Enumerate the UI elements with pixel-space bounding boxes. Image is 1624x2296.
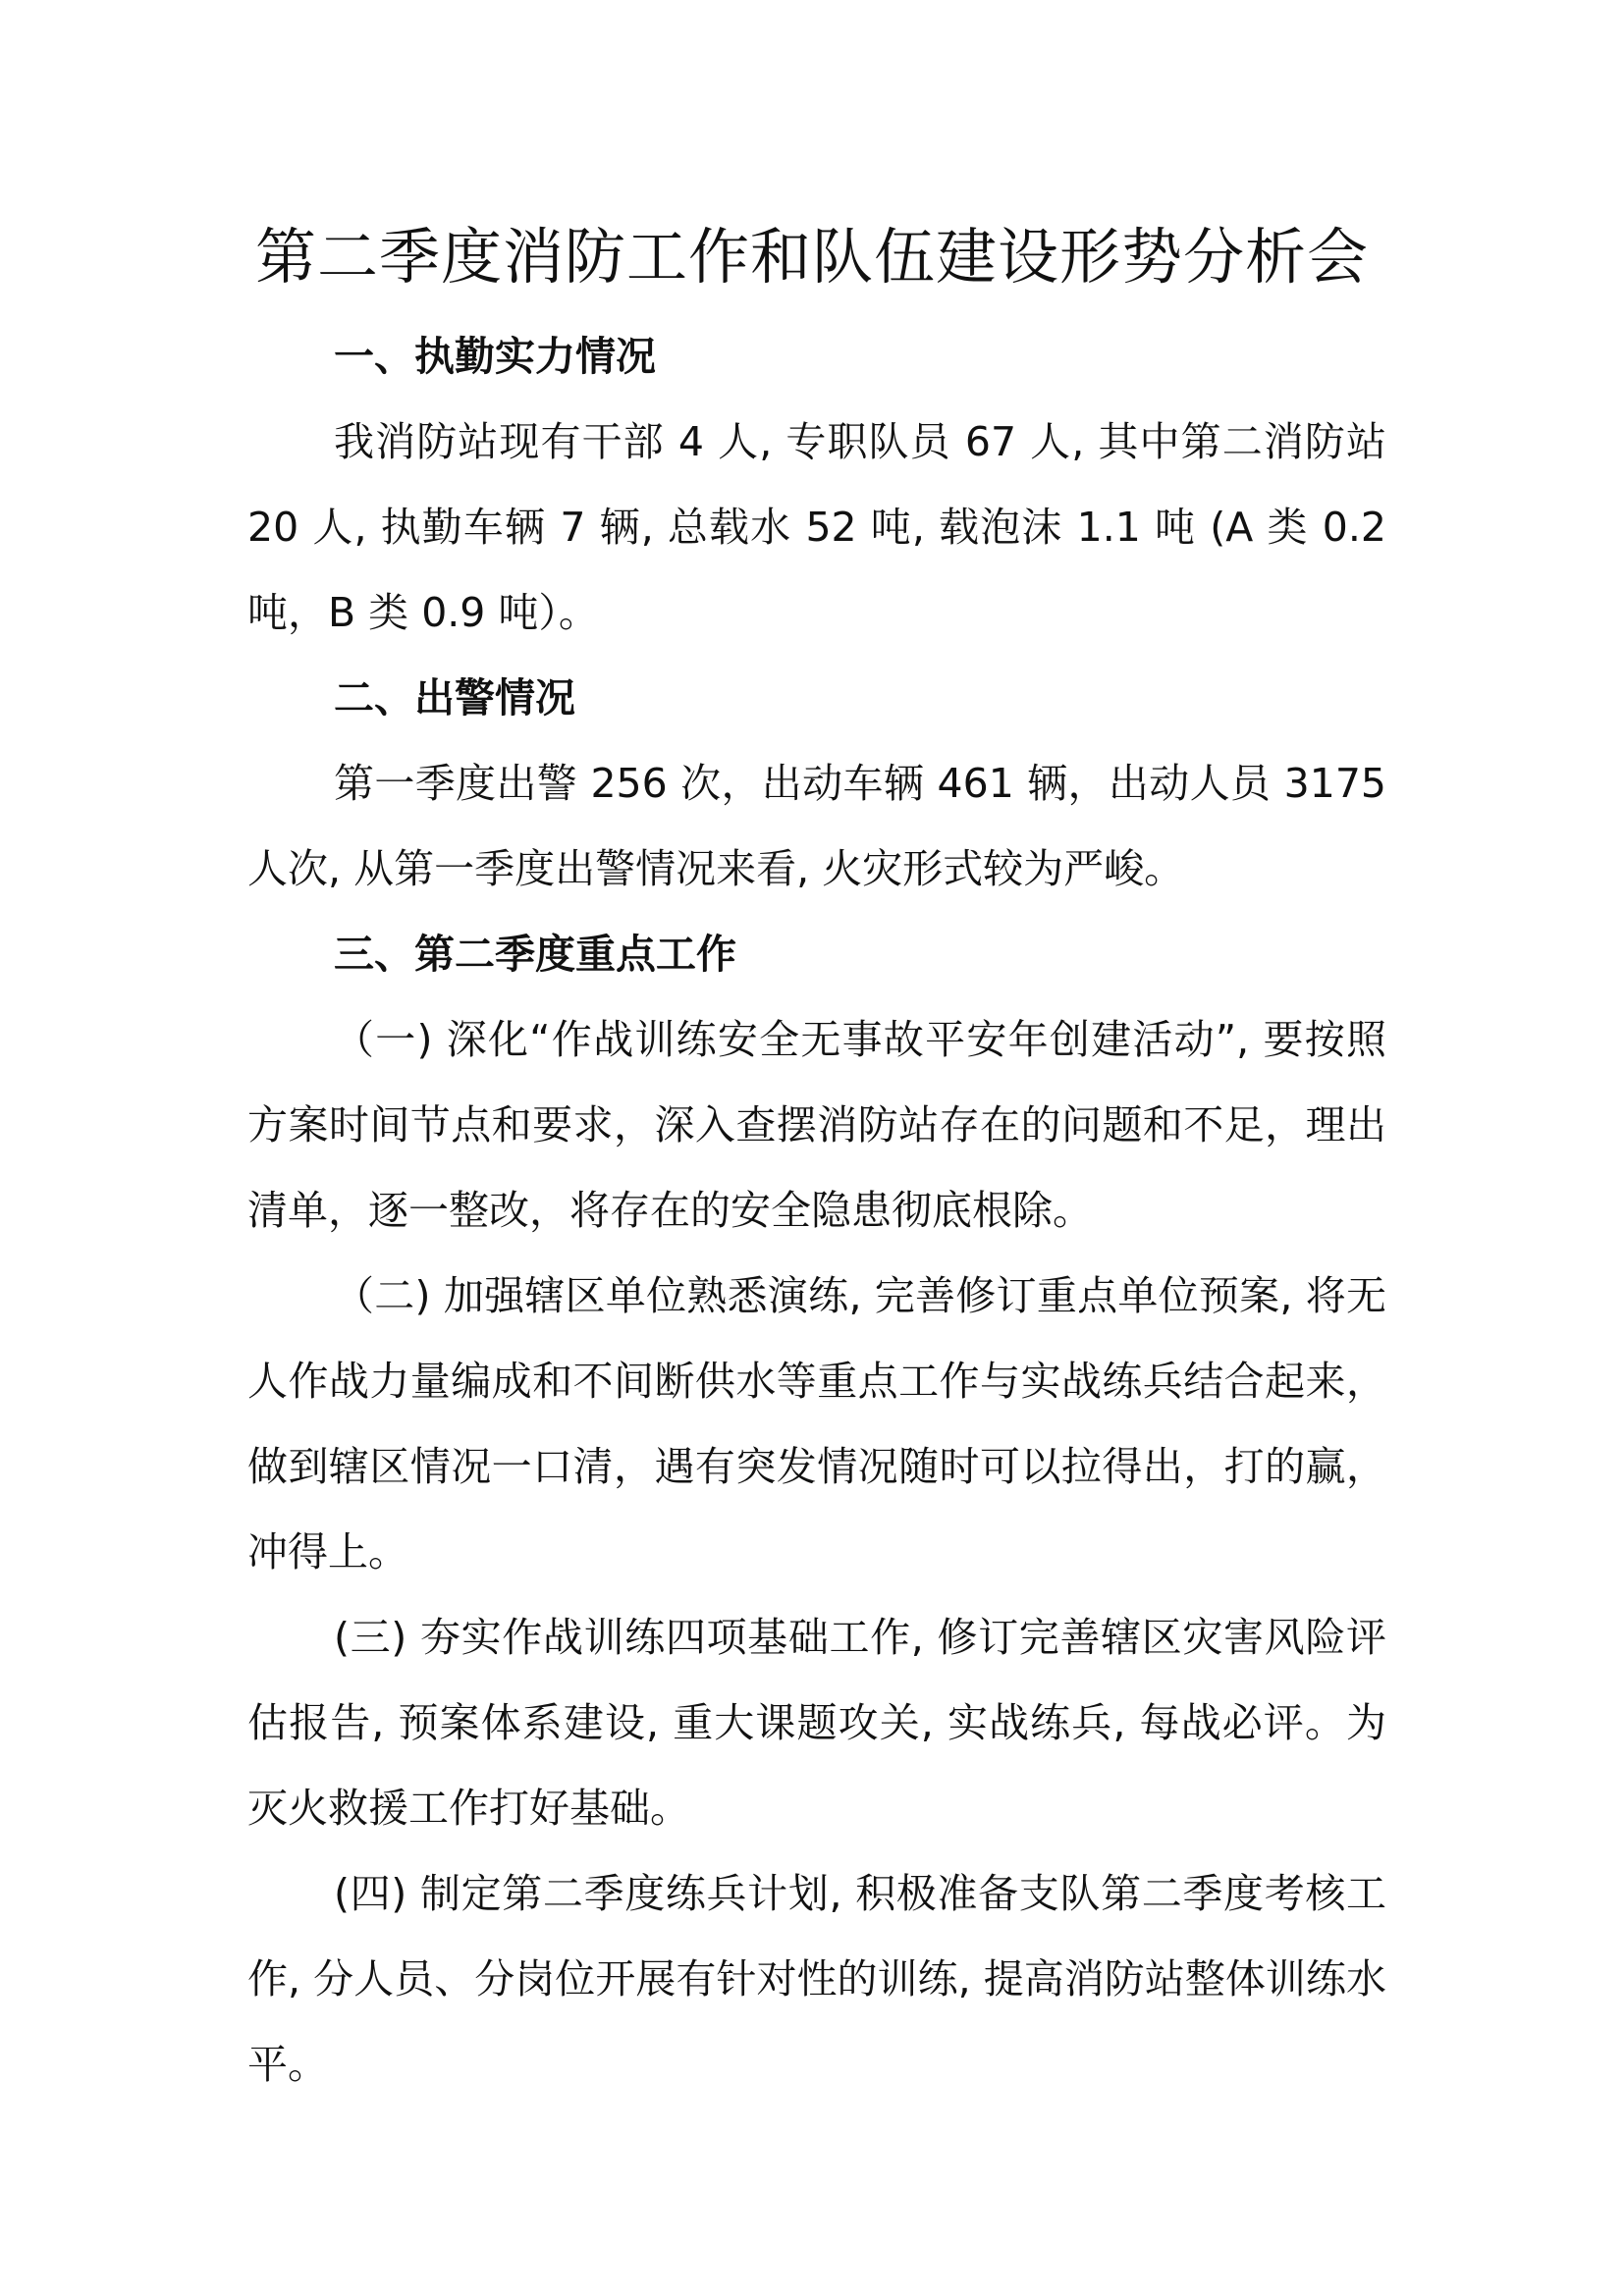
paragraph: （二) 加强辖区单位熟悉演练, 完善修订重点单位预案, 将无人作战力量编成和不间断供水等重点工作与实战练兵结合起来，做到辖区情况一口清，遇有突发情况随时可以拉得出，打的赢，冲得上。 <box>247 1272 1386 1575</box>
section-duty-strength <box>247 314 1386 656</box>
section-heading: 二、出警情况 <box>334 674 575 721</box>
section-key-work <box>247 912 1386 2108</box>
document-body <box>247 314 1386 2108</box>
paragraph: 第一季度出警 256 次，出动车辆 461 辆，出动人员 3175 人次, 从第一季度出警情况来看, 火灾形式较为严峻。 <box>247 760 1386 892</box>
section-heading: 一、执勤实力情况 <box>334 333 656 380</box>
paragraph: (四) 制定第二季度练兵计划, 积极准备支队第二季度考核工作, 分人员、分岗位开展有针对性的训练, 提高消防站整体训练水平。 <box>247 1870 1386 2088</box>
paragraph: (三) 夯实作战训练四项基础工作, 修订完善辖区灾害风险评估报告, 预案体系建设, 重大课题攻关, 实战练兵, 每战必评。为灭火救援工作打好基础。 <box>247 1614 1386 1832</box>
section-heading: 三、第二季度重点工作 <box>334 931 736 978</box>
section-dispatch <box>247 656 1386 912</box>
document-title: 第二季度消防工作和队伍建设形势分析会 <box>254 221 1369 293</box>
paragraph: （一) 深化“作战训练安全无事故平安年创建活动”, 要按照方案时间节点和要求，深入查摆消防站存在的问题和不足，理出清单，逐一整改，将存在的安全隐患彻底根除。 <box>247 1016 1386 1234</box>
paragraph: 我消防站现有干部 4 人, 专职队员 67 人, 其中第二消防站 20 人, 执勤车辆 7 辆, 总载水 52 吨, 载泡沫 1.1 吨 (A 类 0.2 吨，B 类 0.9 吨）。 <box>247 418 1386 636</box>
